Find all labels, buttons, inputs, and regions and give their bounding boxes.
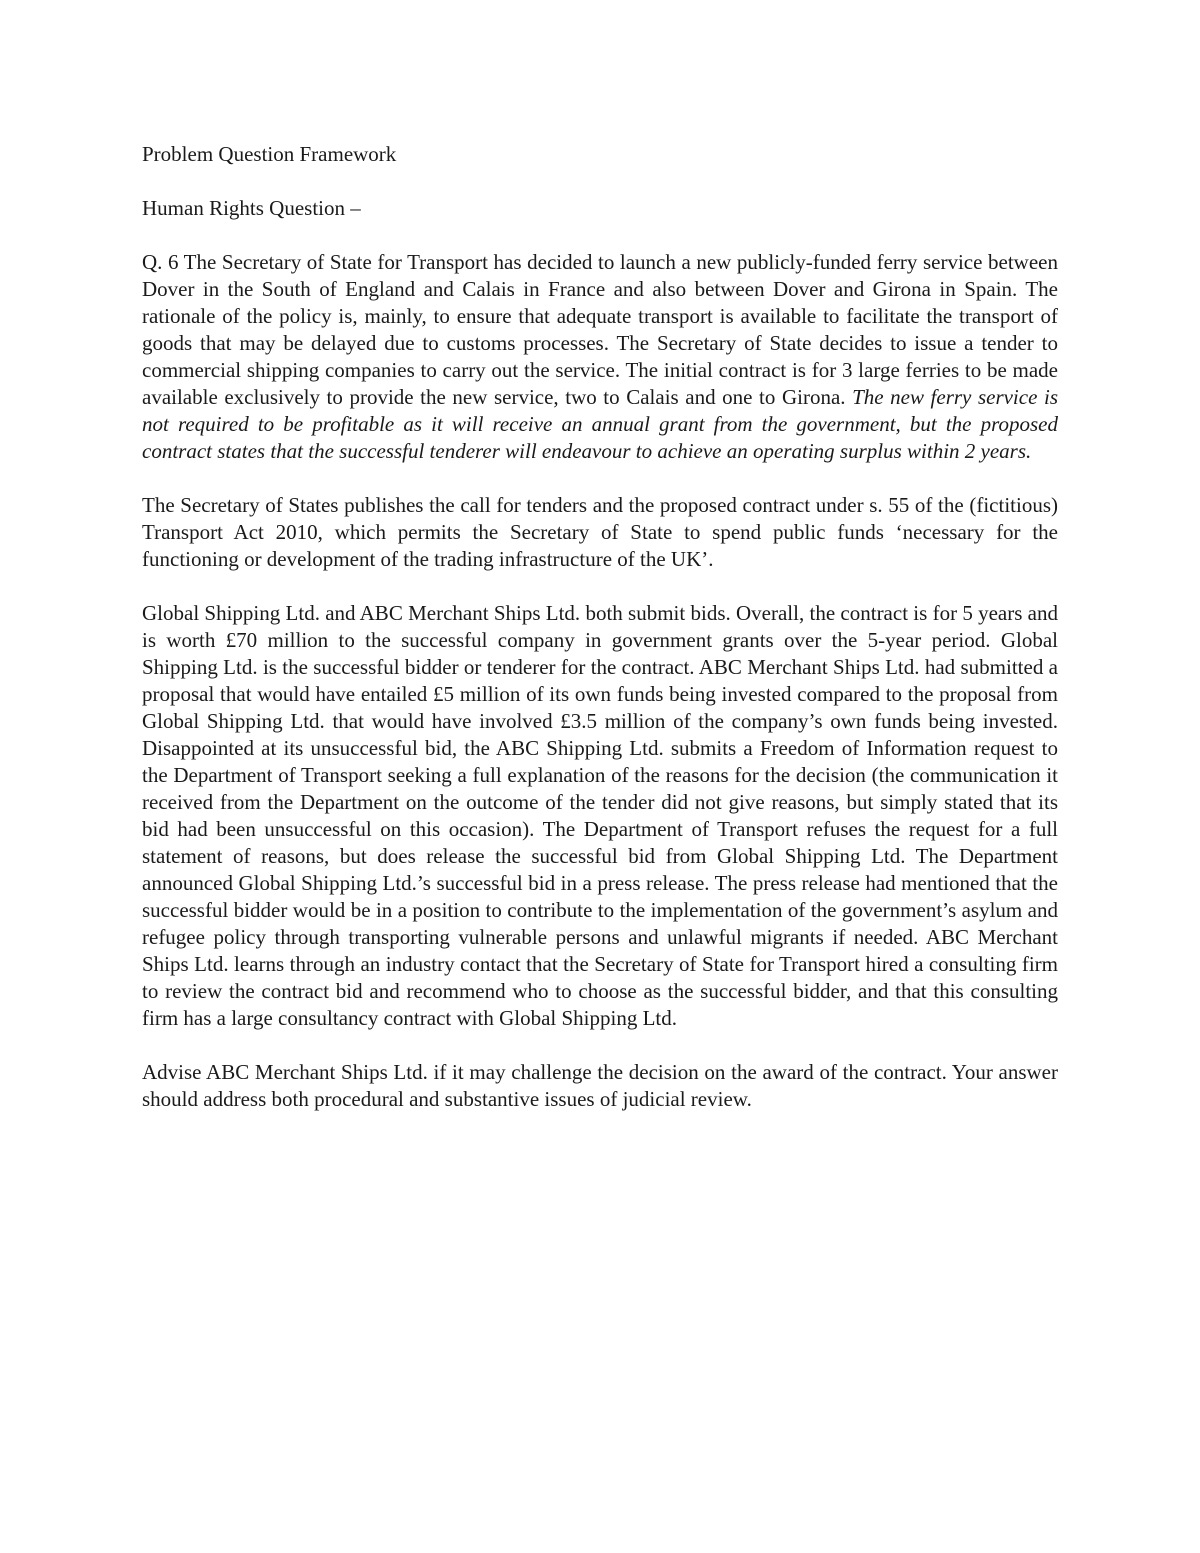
document-subtitle: Human Rights Question –	[142, 196, 361, 220]
question-paragraph	[142, 249, 1058, 465]
advise-paragraph: Advise ABC Merchant Ships Ltd. if it may challenge the decision on the award of the contract. Your answer should address both procedural and substantive issues of judicial review.	[142, 1060, 1058, 1111]
question-italic-text: The new ferry service is not required to be profitable as it will receive an annual grant from the government, but the proposed contract states that the successful tenderer will endeavour to achieve an operating surplus within 2 years.	[142, 385, 1058, 463]
document-title: Problem Question Framework	[142, 142, 397, 166]
document-page	[142, 141, 1058, 1140]
tender-paragraph: The Secretary of States publishes the call for tenders and the proposed contract under s. 55 of the (fictitious) Transport Act 2010, which permits the Secretary of State to spend public funds ‘necessary for the functioning or development of the trading infrastructure of the UK’.	[142, 493, 1058, 571]
question-intro-text: Q. 6 The Secretary of State for Transport has decided to launch a new publicly-funded ferry service between Dover in the South of England and Calais in France and also between Dover and Girona in Spain. The rationale of the policy is, mainly, to ensure that adequate transport is available to facilitate the transport of goods that may be delayed due to customs processes. The Secretary of State decides to issue a tender to commercial shipping companies to carry out the service. The initial contract is for 3 large ferries to be made available exclusively to provide the new service, two to Calais and one to Girona.	[142, 250, 1058, 409]
bids-paragraph: Global Shipping Ltd. and ABC Merchant Ships Ltd. both submit bids. Overall, the contract is for 5 years and is worth £70 million to the successful company in government grants over the 5-year period. Global Shipping Ltd. is the successful bidder or tenderer for the contract. ABC Merchant Ships Ltd. had submitted a proposal that would have entailed £5 million of its own funds being invested compared to the proposal from Global Shipping Ltd. that would have involved £3.5 million of the company’s own funds being invested. Disappointed at its unsuccessful bid, the ABC Shipping Ltd. submits a Freedom of Information request to the Department of Transport seeking a full explanation of the reasons for the decision (the communication it received from the Department on the outcome of the tender did not give reasons, but simply stated that its bid had been unsuccessful on this occasion). The Department of Transport refuses the request for a full statement of reasons, but does release the successful bid from Global Shipping Ltd. The Department announced Global Shipping Ltd.’s successful bid in a press release. The press release had mentioned that the successful bidder would be in a position to contribute to the implementation of the government’s asylum and refugee policy through transporting vulnerable persons and unlawful migrants if needed. ABC Merchant Ships Ltd. learns through an industry contact that the Secretary of State for Transport hired a consulting firm to review the contract bid and recommend who to choose as the successful bidder, and that this consulting firm has a large consultancy contract with Global Shipping Ltd.	[142, 601, 1058, 1030]
